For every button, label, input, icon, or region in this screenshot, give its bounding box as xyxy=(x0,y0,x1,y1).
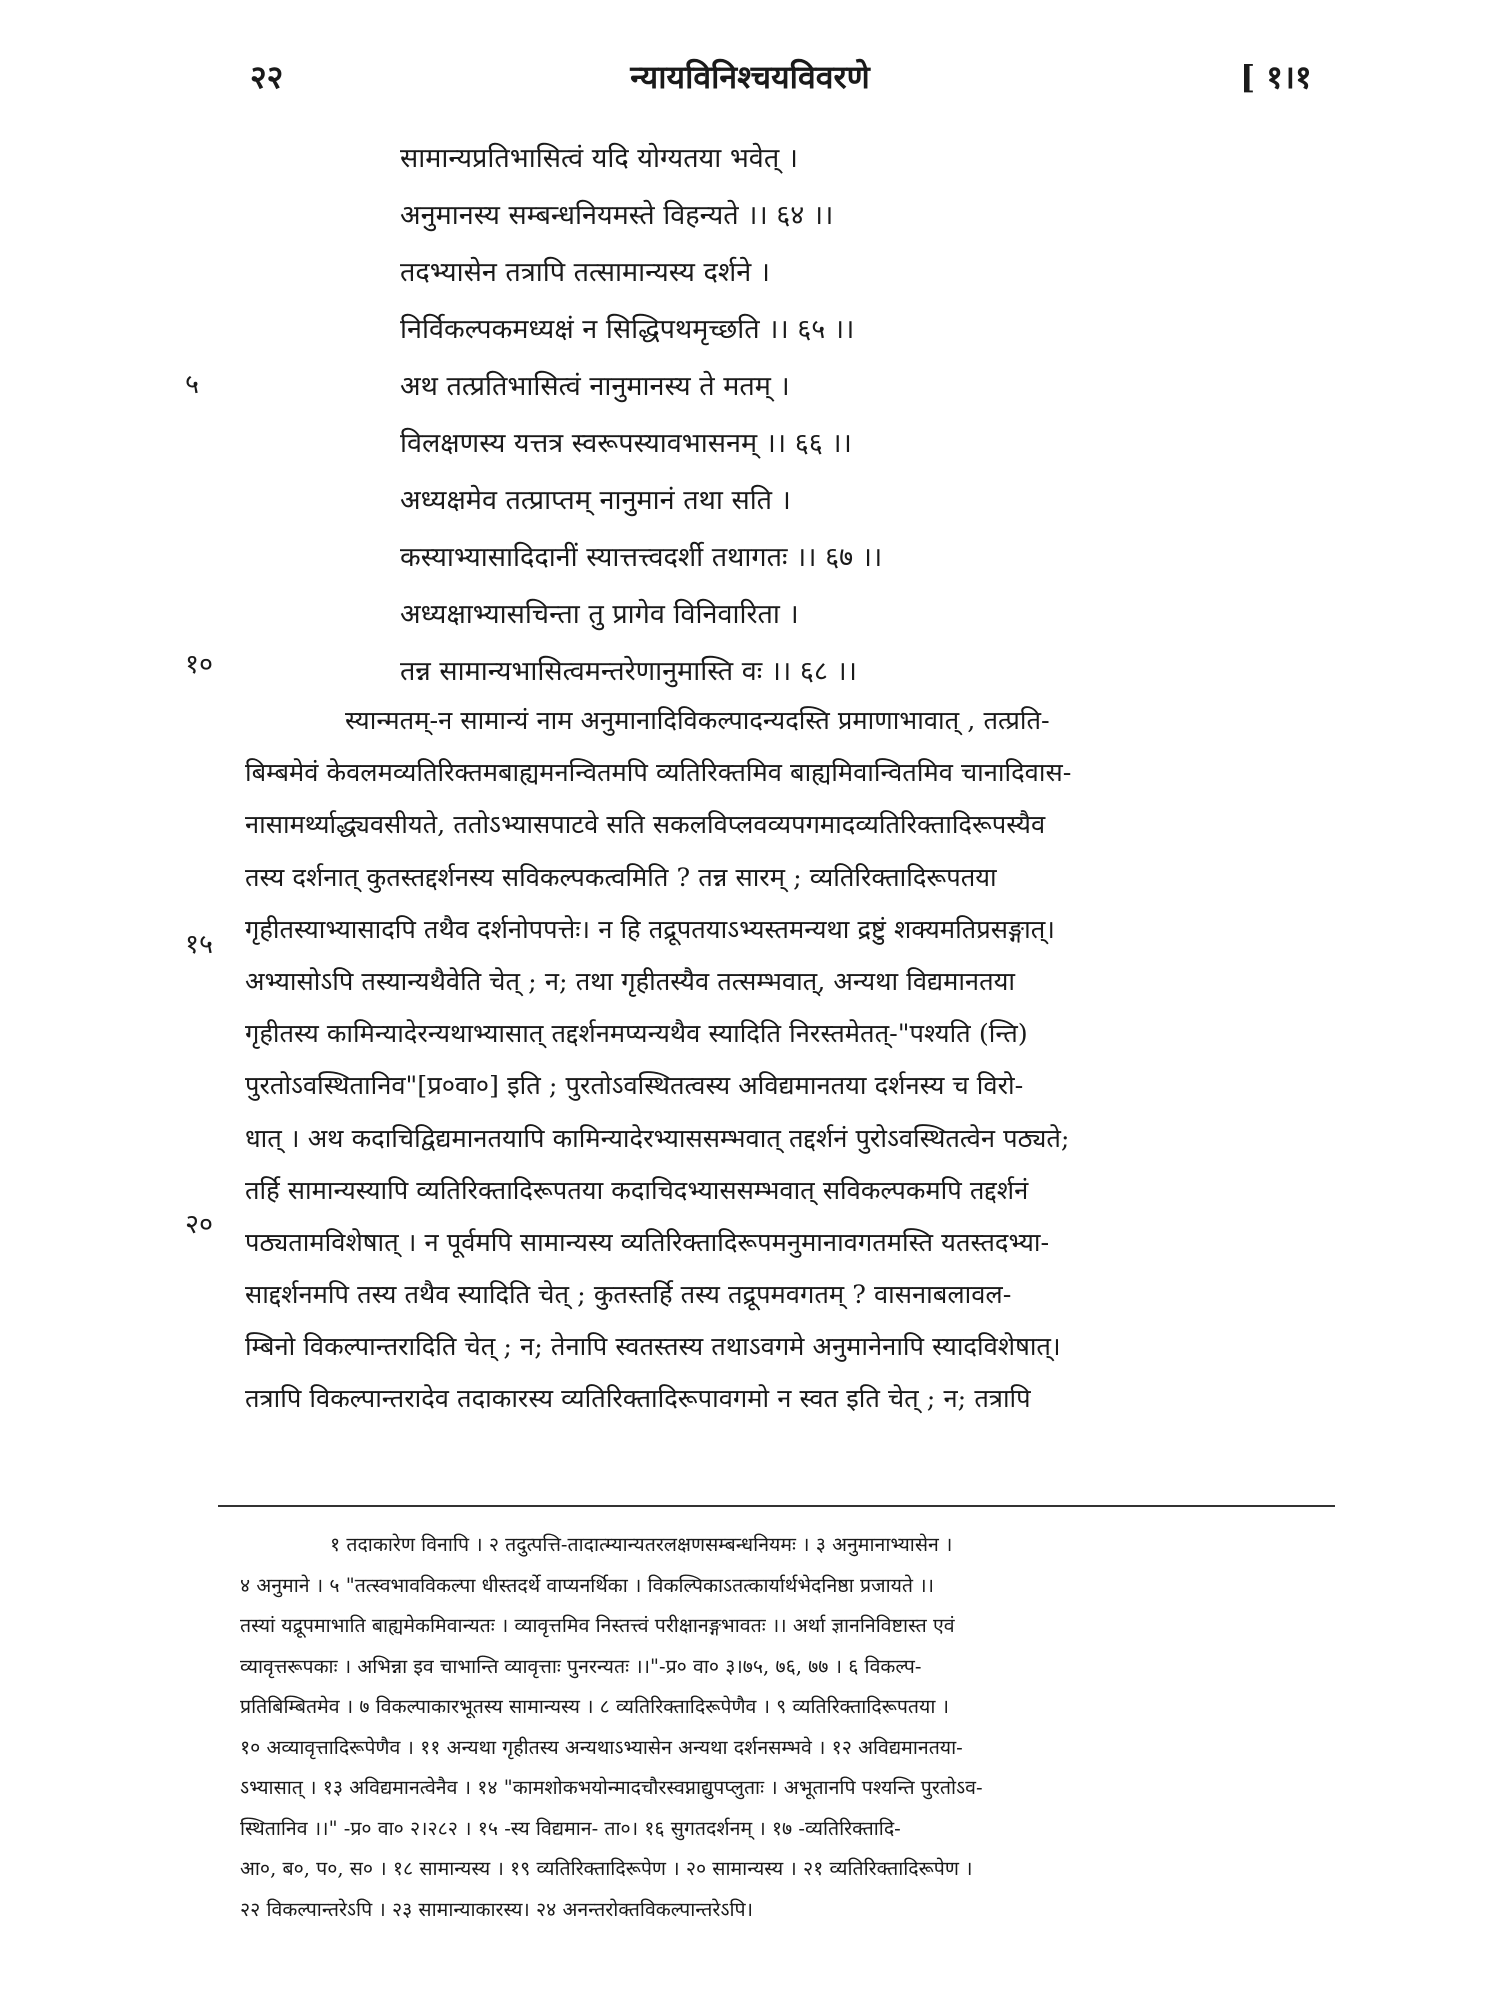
prose-line: बिम्बमेवं केवलमव्यतिरिक्तमबाह्यमनन्वितमपि व्यतिरिक्तमिव बाह्यमिवान्वितमिव चानादिवास- xyxy=(245,758,1072,789)
prose-line: गृहीतस्य कामिन्यादेरन्यथाभ्यासात् तद्दर्शनमप्यन्यथैव स्यादिति निरस्तमेतत्-"पश्यति (न्ति) xyxy=(245,1019,1028,1050)
verse-line: सामान्यप्रतिभासित्वं यदि योग्यतया भवेत् । xyxy=(400,143,799,174)
prose-line: पठ्यतामविशेषात् । न पूर्वमपि सामान्यस्य व्यतिरिक्तादिरूपमनुमानावगतमस्ति यतस्तदभ्या- xyxy=(245,1227,1050,1258)
verse-line: अध्यक्षाभ्यासचिन्ता तु प्रागेव विनिवारिता । xyxy=(400,599,799,630)
footnote-line: ऽभ्यासात् । १३ अविद्यमानत्वेनैव । १४ "कामशोकभयोन्मादचौरस्वप्नाद्युपप्लुताः । अभूतानपि पश्यन्ति पुरतोऽव- xyxy=(240,1776,983,1799)
line-number: २० xyxy=(185,1209,214,1240)
footnote-line: आ०, ब०, प०, स० । १८ सामान्यस्य । १९ व्यतिरिक्तादिरूपेण । २० सामान्यस्य । २१ व्यतिरिक्तादिरूपेण । xyxy=(240,1857,973,1880)
footnote-line: प्रतिबिम्बितमेव । ७ विकल्पाकारभूतस्य सामान्यस्य । ८ व्यतिरिक्तादिरूपेणैव । ९ व्यतिरिक्तादिरूपतया । xyxy=(240,1695,949,1718)
footnote-line: ४ अनुमाने । ५ "तत्स्वभावविकल्पा धीस्तदर्थे वाप्यनर्थिका । विकल्पिकाऽतत्कार्यार्थभेदनिष्ठा प्रजायते ।। xyxy=(240,1573,935,1597)
prose-line: गृहीतस्याभ्यासादपि तथैव दर्शनोपपत्तेः। न हि तद्रूपतयाऽभ्यस्तमन्यथा द्रष्टुं शक्यमतिप्रसङ्गात्। xyxy=(245,914,1055,945)
footnote-line: १० अव्यावृत्तादिरूपेणैव । ११ अन्यथा गृहीतस्य अन्यथाऽभ्यासेन अन्यथा दर्शनसम्भवे । १२ अविद्यमानतया- xyxy=(240,1735,963,1759)
footnote-line: व्यावृत्तरूपकाः । अभिन्ना इव चाभान्ति व्यावृत्ताः पुनरन्यतः ।।"-प्र० वा० ३।७५, ७६, ७७ । ६ विकल्प- xyxy=(240,1654,922,1678)
prose-line: तर्हि सामान्यस्यापि व्यतिरिक्तादिरूपतया कदाचिदभ्याससम्भवात् सविकल्पकमपि तद्दर्शनं xyxy=(245,1175,1029,1206)
line-number: १० xyxy=(185,649,214,680)
verse-block xyxy=(400,130,1100,700)
running-title: न्यायविनिश्चयविवरणे xyxy=(630,58,870,96)
verse-line: विलक्षणस्य यत्तत्र स्वरूपस्यावभासनम् ।। ६६ ।। xyxy=(400,428,852,459)
prose-line: नासामर्थ्याद्ध्यवसीयते, ततोऽभ्यासपाटवे सति सकलविप्लवव्यपगमादव्यतिरिक्तादिरूपस्यैव xyxy=(245,810,1046,841)
verse-line: तन्न सामान्यभासित्वमन्तरेणानुमास्ति वः ।। ६८ ।। xyxy=(400,656,857,687)
commentary-text xyxy=(245,695,1335,1426)
prose-line: पुरतोऽवस्थितानिव"[प्र०वा०] इति ; पुरतोऽवस्थितत्वस्य अविद्यमानतया दर्शनस्य च विरो- xyxy=(245,1071,1024,1102)
verse-line: अथ तत्प्रतिभासित्वं नानुमानस्य ते मतम् । xyxy=(400,371,790,402)
prose-line: तस्य दर्शनात् कुतस्तद्दर्शनस्य सविकल्पकत्वमिति ? तन्न सारम् ; व्यतिरिक्तादिरूपतया xyxy=(245,862,997,893)
footnote-line: स्थितानिव ।।" -प्र० वा० २।२८२ । १५ -स्य विद्यमान- ता०। १६ सुगतदर्शनम् । १७ -व्यतिरिक्तादि- xyxy=(240,1816,901,1840)
verse-line: कस्याभ्यासादिदानीं स्यात्तत्त्वदर्शी तथागतः ।। ६७ ।। xyxy=(400,542,883,573)
footnotes xyxy=(240,1525,1335,1930)
prose-line: अभ्यासोऽपि तस्यान्यथैवेति चेत् ; न; तथा गृहीतस्यैव तत्सम्भवात्, अन्यथा विद्यमानतया xyxy=(245,966,1016,997)
section-mark: [ १।१ xyxy=(1240,58,1312,96)
prose-line: स्यान्मतम्-न सामान्यं नाम अनुमानादिविकल्पादन्यदस्ति प्रमाणाभावात् , तत्प्रति- xyxy=(345,706,1050,736)
footnote-divider xyxy=(218,1505,1335,1507)
footnote-line: २२ विकल्पान्तरेऽपि । २३ सामान्याकारस्य। २४ अनन्तरोक्तविकल्पान्तरेऽपि। xyxy=(240,1897,753,1921)
prose-line: म्बिनो विकल्पान्तरादिति चेत् ; न; तेनापि स्वतस्तस्य तथाऽवगमे अनुमानेनापि स्यादविशेषात्। xyxy=(245,1332,1061,1363)
page-number: २२ xyxy=(250,58,284,96)
prose-line: साद्दर्शनमपि तस्य तथैव स्यादिति चेत् ; कुतस्तर्हि तस्य तद्रूपमवगतम् ? वासनाबलावल- xyxy=(245,1280,1012,1311)
footnote-line: तस्यां यद्रूपमाभाति बाह्यमेकमिवान्यतः । व्यावृत्तमिव निस्तत्त्वं परीक्षानङ्गभावतः ।। अर्था ज्ञाननिविष्टास्त एवं xyxy=(240,1614,955,1637)
line-number: ५ xyxy=(185,369,200,400)
prose-line: धात् । अथ कदाचिद्विद्यमानतयापि कामिन्यादेरभ्याससम्भवात् तद्दर्शनं पुरोऽवस्थितत्वेन पठ्यते; xyxy=(245,1123,1070,1154)
footnote-line: १ तदाकारेण विनापि । २ तदुत्पत्ति-तादात्म्यान्यतरलक्षणसम्बन्धनियमः । ३ अनुमानाभ्यासेन । xyxy=(330,1533,953,1556)
verse-line: अनुमानस्य सम्बन्धनियमस्ते विहन्यते ।। ६४ ।। xyxy=(400,200,834,231)
verse-line: अध्यक्षमेव तत्प्राप्तम् नानुमानं तथा सति । xyxy=(400,485,791,516)
verse-line: तदभ्यासेन तत्रापि तत्सामान्यस्य दर्शने । xyxy=(400,257,770,288)
line-number: १५ xyxy=(185,929,214,960)
verse-line: निर्विकल्पकमध्यक्षं न सिद्धिपथमृच्छति ।। ६५ ।। xyxy=(400,314,855,345)
prose-line: तत्रापि विकल्पान्तरादेव तदाकारस्य व्यतिरिक्तादिरूपावगमो न स्वत इति चेत् ; न; तत्रापि xyxy=(245,1384,1031,1415)
